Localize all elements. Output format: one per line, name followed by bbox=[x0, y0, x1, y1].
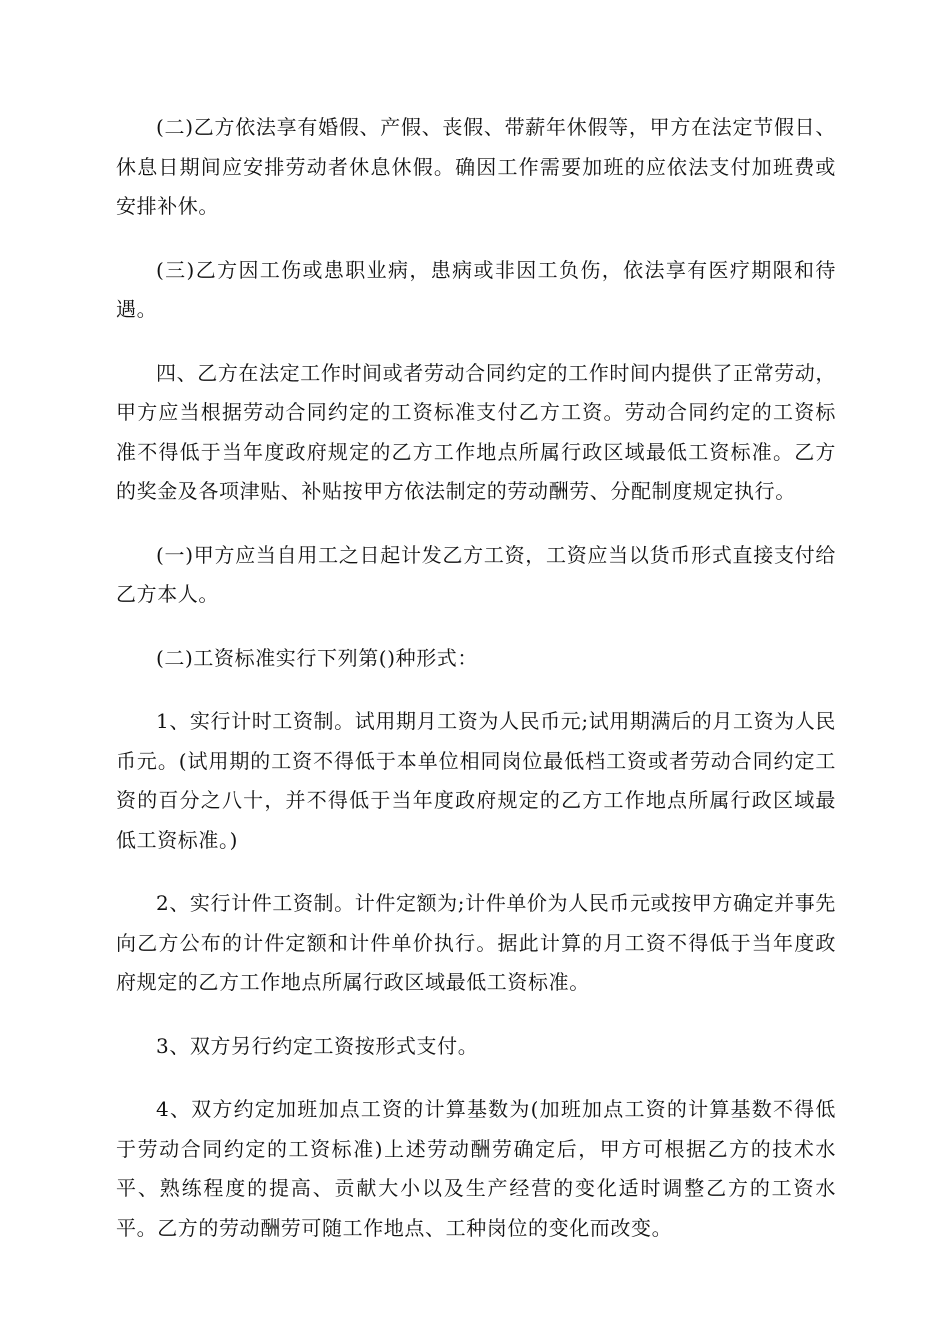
paragraph-other-form: 3、双方另行约定工资按形式支付。 bbox=[156, 1033, 479, 1058]
paragraph-injury-medical: (三)乙方因工伤或患职业病，患病或非因工负伤，依法享有医疗期限和待遇。 bbox=[116, 257, 836, 321]
paragraph-leave-rights: (二)乙方依法享有婚假、产假、丧假、带薪年休假等，甲方在法定节假日、休息日期间应安排劳动者休息休假。确因工作需要加班的应依法支付加班费或安排补休。 bbox=[116, 115, 836, 218]
paragraph-wage-payment: 四、乙方在法定工作时间或者劳动合同约定的工作时间内提供了正常劳动，甲方应当根据劳动合同约定的工资标准支付乙方工资。劳动合同约定的工资标准不得低于当年度政府规定的乙方工作地点所属行政区域最低工资标准。乙方的奖金及各项津贴、补贴按甲方依法制定的劳动酬劳、分配制度规定执行。 bbox=[116, 360, 836, 503]
paragraph-payroll-timing: (一)甲方应当自用工之日起计发乙方工资，工资应当以货币形式直接支付给乙方本人。 bbox=[116, 542, 836, 606]
paragraph-overtime-base: 4、双方约定加班加点工资的计算基数为(加班加点工资的计算基数不得低于劳动合同约定的工资标准)上述劳动酬劳确定后，甲方可根据乙方的技术水平、熟练程度的提高、贡献大小以及生产经营的变化适时调整乙方的工资水平。乙方的劳动酬劳可随工作地点、工种岗位的变化而改变。 bbox=[116, 1097, 836, 1240]
paragraph-time-wage: 1、实行计时工资制。试用期月工资为人民币元;试用期满后的月工资为人民币元。(试用期的工资不得低于本单位相同岗位最低档工资或者劳动合同约定工资的百分之八十，并不得低于当年度政府规定的乙方工作地点所属行政区域最低工资标准。) bbox=[116, 709, 836, 852]
paragraph-piece-wage: 2、实行计件工资制。计件定额为;计件单价为人民币元或按甲方确定并事先向乙方公布的计件定额和计件单价执行。据此计算的月工资不得低于当年度政府规定的乙方工作地点所属行政区域最低工资标准。 bbox=[116, 891, 836, 994]
paragraph-wage-forms: (二)工资标准实行下列第()种形式： bbox=[156, 645, 479, 670]
document-body bbox=[116, 108, 836, 1272]
